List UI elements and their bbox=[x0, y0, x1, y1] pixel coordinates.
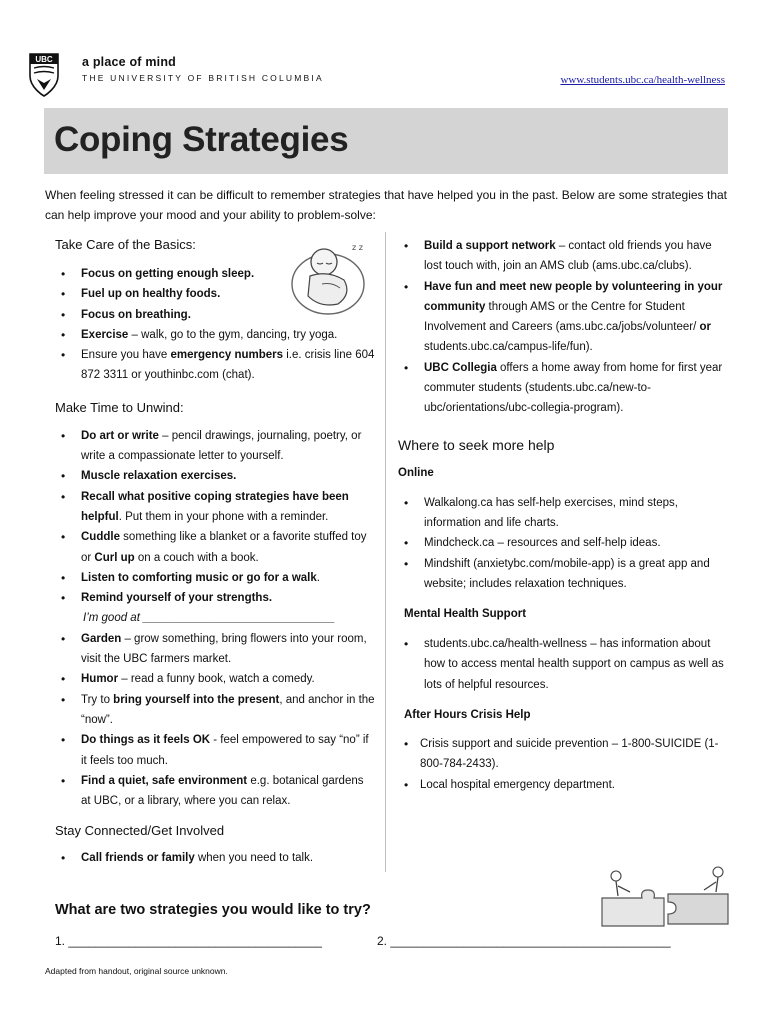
crisis-heading: After Hours Crisis Help bbox=[404, 709, 531, 722]
question-heading: What are two strategies you would like to try? bbox=[55, 902, 371, 918]
right-column bbox=[398, 236, 728, 795]
list-item: • Humor – read a funny book, watch a comedy. bbox=[55, 669, 375, 689]
list-item: • Ensure you have emergency numbers i.e. crisis line 604 872 3311 or youthinbc.com (chat). bbox=[55, 345, 375, 386]
list-item: • UBC Collegia offers a home away from home for first year commuter students (students.ubc.ca/new-to-ubc/orientations/ubc-collegia-program). bbox=[398, 358, 728, 419]
crisis-list bbox=[398, 734, 728, 795]
good-at-fill-in[interactable]: I’m good at ______________________________ bbox=[83, 612, 335, 625]
list-item: • Fuel up on healthy foods. bbox=[55, 284, 375, 304]
list-item: • Garden – grow something, bring flowers into your room, visit the UBC farmers market. bbox=[55, 629, 375, 670]
logo-text: UBC bbox=[35, 55, 53, 64]
list-item: • Find a quiet, safe environment e.g. botanical gardens at UBC, or a library, where you can relax. bbox=[55, 771, 375, 812]
basics-list bbox=[55, 264, 375, 386]
list-item: • Build a support network – contact old friends you have lost touch with, join an AMS club (ams.ubc.ca/clubs). bbox=[398, 236, 728, 277]
connected-heading: Stay Connected/Get Involved bbox=[55, 823, 225, 839]
list-item: • Remind yourself of your strengths. bbox=[55, 588, 375, 608]
basics-heading: Take Care of the Basics: bbox=[55, 237, 196, 252]
tagline: a place of mind bbox=[82, 55, 176, 69]
mental-health-heading: Mental Health Support bbox=[404, 608, 527, 621]
basics-section bbox=[55, 237, 375, 869]
help-heading: Where to seek more help bbox=[398, 436, 555, 453]
page-title: Coping Strategies bbox=[54, 120, 349, 159]
list-item: • Do things as it feels OK - feel empowered to say “no” if it feels too much. bbox=[55, 730, 375, 771]
list-item: • Do art or write – pencil drawings, journaling, poetry, or write a compassionate letter to yourself. bbox=[55, 426, 375, 467]
list-item: • students.ubc.ca/health-wellness – has information about how to access mental health support on campus as well as lots of helpful resources. bbox=[398, 634, 728, 695]
answer-line-2[interactable]: 2. __________________________________________ bbox=[377, 934, 671, 948]
university-name: THE UNIVERSITY OF BRITISH COLUMBIA bbox=[82, 73, 324, 83]
header-url-link[interactable]: www.students.ubc.ca/health-wellness bbox=[560, 74, 725, 86]
list-item: • Muscle relaxation exercises. bbox=[55, 466, 375, 486]
online-heading: Online bbox=[398, 466, 434, 479]
list-item: • Mindcheck.ca – resources and self-help ideas. bbox=[398, 533, 728, 553]
intro-paragraph: When feeling stressed it can be difficult to remember strategies that have helped you in the past. Below are some strategies that can help improve your mood and your ability to problem-solve: bbox=[45, 188, 727, 222]
list-item: • Try to bring yourself into the present, and anchor in the “now”. bbox=[55, 690, 375, 731]
online-list bbox=[398, 493, 728, 594]
list-item: • Focus on breathing. bbox=[55, 305, 375, 325]
list-item: • Listen to comforting music or go for a walk. bbox=[55, 568, 375, 588]
unwind-heading: Make Time to Unwind: bbox=[55, 399, 184, 415]
footnote: Adapted from handout, original source unknown. bbox=[45, 966, 228, 976]
list-item: • Cuddle something like a blanket or a favorite stuffed toy or Curl up on a couch with a book. bbox=[55, 527, 375, 568]
list-item: • Mindshift (anxietybc.com/mobile-app) is a great app and website; includes relaxation techniques. bbox=[398, 554, 728, 595]
connected-list bbox=[55, 848, 375, 868]
list-item: • Have fun and meet new people by volunteering in your community through AMS or the Centre for Student Involvement and Careers (ams.ubc.ca/jobs/volunteer/ or students.ubc.ca/campus-life/fun). bbox=[398, 277, 728, 358]
column-divider bbox=[385, 232, 386, 872]
list-item: • Focus on getting enough sleep. bbox=[55, 264, 375, 284]
puzzle-pieces-illustration bbox=[592, 864, 742, 936]
support-list bbox=[398, 236, 728, 419]
mental-health-list bbox=[398, 634, 728, 695]
svg-text:z z: z z bbox=[352, 243, 363, 252]
list-item: • Local hospital emergency department. bbox=[398, 775, 728, 795]
list-item: • Exercise – walk, go to the gym, dancing, try yoga. bbox=[55, 325, 375, 345]
list-item: • Recall what positive coping strategies have been helpful. Put them in your phone with a reminder. bbox=[55, 487, 375, 528]
list-item: • Crisis support and suicide prevention – 1-800-SUICIDE (1-800-784-2433). bbox=[398, 734, 728, 775]
unwind-list bbox=[55, 426, 375, 609]
list-item: • Call friends or family when you need to talk. bbox=[55, 848, 375, 868]
answer-line-1[interactable]: 1. ______________________________________ bbox=[55, 934, 322, 948]
list-item: • Walkalong.ca has self-help exercises, mind steps, information and life charts. bbox=[398, 493, 728, 534]
ubc-logo bbox=[28, 52, 60, 98]
unwind-list-continued bbox=[55, 629, 375, 812]
